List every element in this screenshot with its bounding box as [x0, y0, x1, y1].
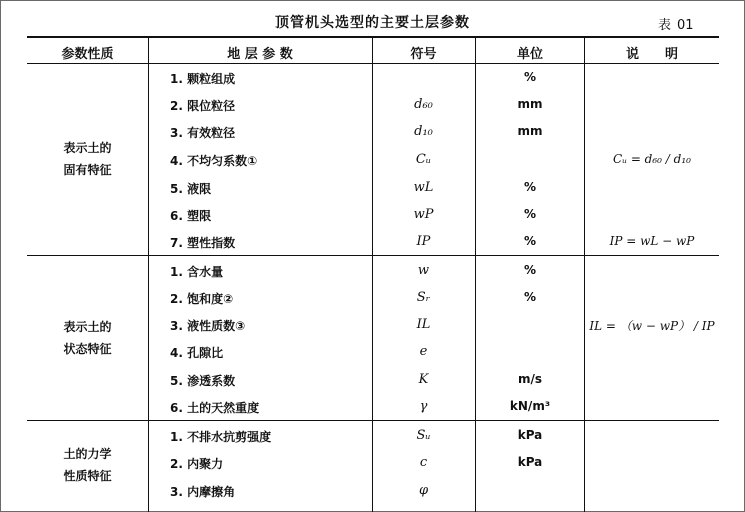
unit-cell: kPa [517, 455, 543, 469]
header-unit: 单位 [516, 47, 543, 62]
param-cell: 3. 液性质数③ [170, 319, 246, 333]
param-cell: 4. 不均匀系数① [170, 154, 258, 168]
symbol-cell: IP [416, 234, 431, 249]
param-cell: 2. 限位粒径 [170, 99, 236, 113]
unit-cell: % [523, 263, 537, 277]
group-divider-1 [27, 255, 719, 256]
group-label-line: 固有特征 [63, 163, 112, 177]
param-cell: 1. 含水量 [170, 265, 224, 279]
group-label-line: 土的力学 [63, 447, 112, 461]
unit-cell: % [523, 234, 537, 248]
symbol-cell: d₆₀ [414, 97, 433, 112]
unit-cell: % [523, 70, 537, 84]
param-cell: 6. 塑限 [170, 209, 212, 223]
param-cell: 5. 液限 [170, 182, 212, 196]
note-cell: IP = wL − wP [609, 234, 695, 248]
param-cell: 1. 颗粒组成 [170, 72, 236, 86]
group-label-state [27, 316, 148, 360]
group-label-line: 性质特征 [63, 469, 112, 483]
param-cell: 2. 饱和度② [170, 292, 234, 306]
param-cell: 7. 塑性指数 [170, 236, 236, 250]
symbol-cell: Sᵤ [416, 428, 431, 443]
unit-cell: % [523, 290, 537, 304]
param-cell: 5. 渗透系数 [170, 374, 236, 388]
unit-cell: m/s [517, 372, 543, 386]
group-label-line: 表示土的 [63, 141, 112, 155]
symbol-cell: d₁₀ [414, 124, 433, 139]
symbol-cell: K [418, 372, 429, 387]
symbol-cell: w [417, 263, 430, 278]
symbol-cell: φ [418, 483, 429, 498]
unit-cell: mm [517, 97, 543, 111]
group-label-line: 表示土的 [63, 320, 112, 334]
table-number-value: 01 [677, 18, 694, 33]
symbol-cell: wP [413, 207, 434, 222]
param-cell: 1. 不排水抗剪强度 [170, 430, 272, 444]
group-label-line: 状态特征 [63, 342, 112, 356]
unit-cell: % [523, 180, 537, 194]
table-title: 顶管机头选型的主要土层参数 [275, 15, 470, 31]
header-note: 说 明 [625, 47, 678, 62]
unit-cell: kN/m³ [509, 399, 551, 413]
unit-cell: mm [517, 124, 543, 138]
note-cell: Cᵤ = d₆₀ / d₁₀ [613, 152, 691, 166]
header-param: 地 层 参 数 [227, 47, 293, 62]
param-cell: 3. 内摩擦角 [170, 485, 236, 499]
col-divider-1 [148, 38, 149, 512]
table-number [652, 14, 694, 33]
unit-cell: % [523, 207, 537, 221]
group-label-mechanical [27, 443, 148, 487]
top-rule [27, 36, 719, 38]
col-divider-4 [584, 38, 585, 512]
param-cell: 4. 孔隙比 [170, 346, 224, 360]
symbol-cell: c [419, 455, 428, 470]
group-divider-2 [27, 420, 719, 421]
param-cell: 3. 有效粒径 [170, 126, 236, 140]
header-category: 参数性质 [61, 47, 114, 62]
unit-cell: kPa [517, 428, 543, 442]
note-cell: IL = （w − wP） / IP [589, 319, 715, 333]
symbol-cell: IL [416, 317, 431, 332]
header-symbol: 符号 [410, 47, 437, 62]
group-label-intrinsic [27, 137, 148, 181]
table-label: 表 [658, 18, 672, 33]
symbol-cell: e [419, 344, 428, 359]
symbol-cell: Cᵤ [415, 152, 432, 167]
symbol-cell: Sᵣ [416, 290, 431, 305]
symbol-cell: wL [413, 180, 434, 195]
symbol-cell: γ [419, 399, 428, 414]
param-cell: 6. 土的天然重度 [170, 401, 260, 415]
param-cell: 2. 内聚力 [170, 457, 224, 471]
header-rule [27, 63, 719, 64]
